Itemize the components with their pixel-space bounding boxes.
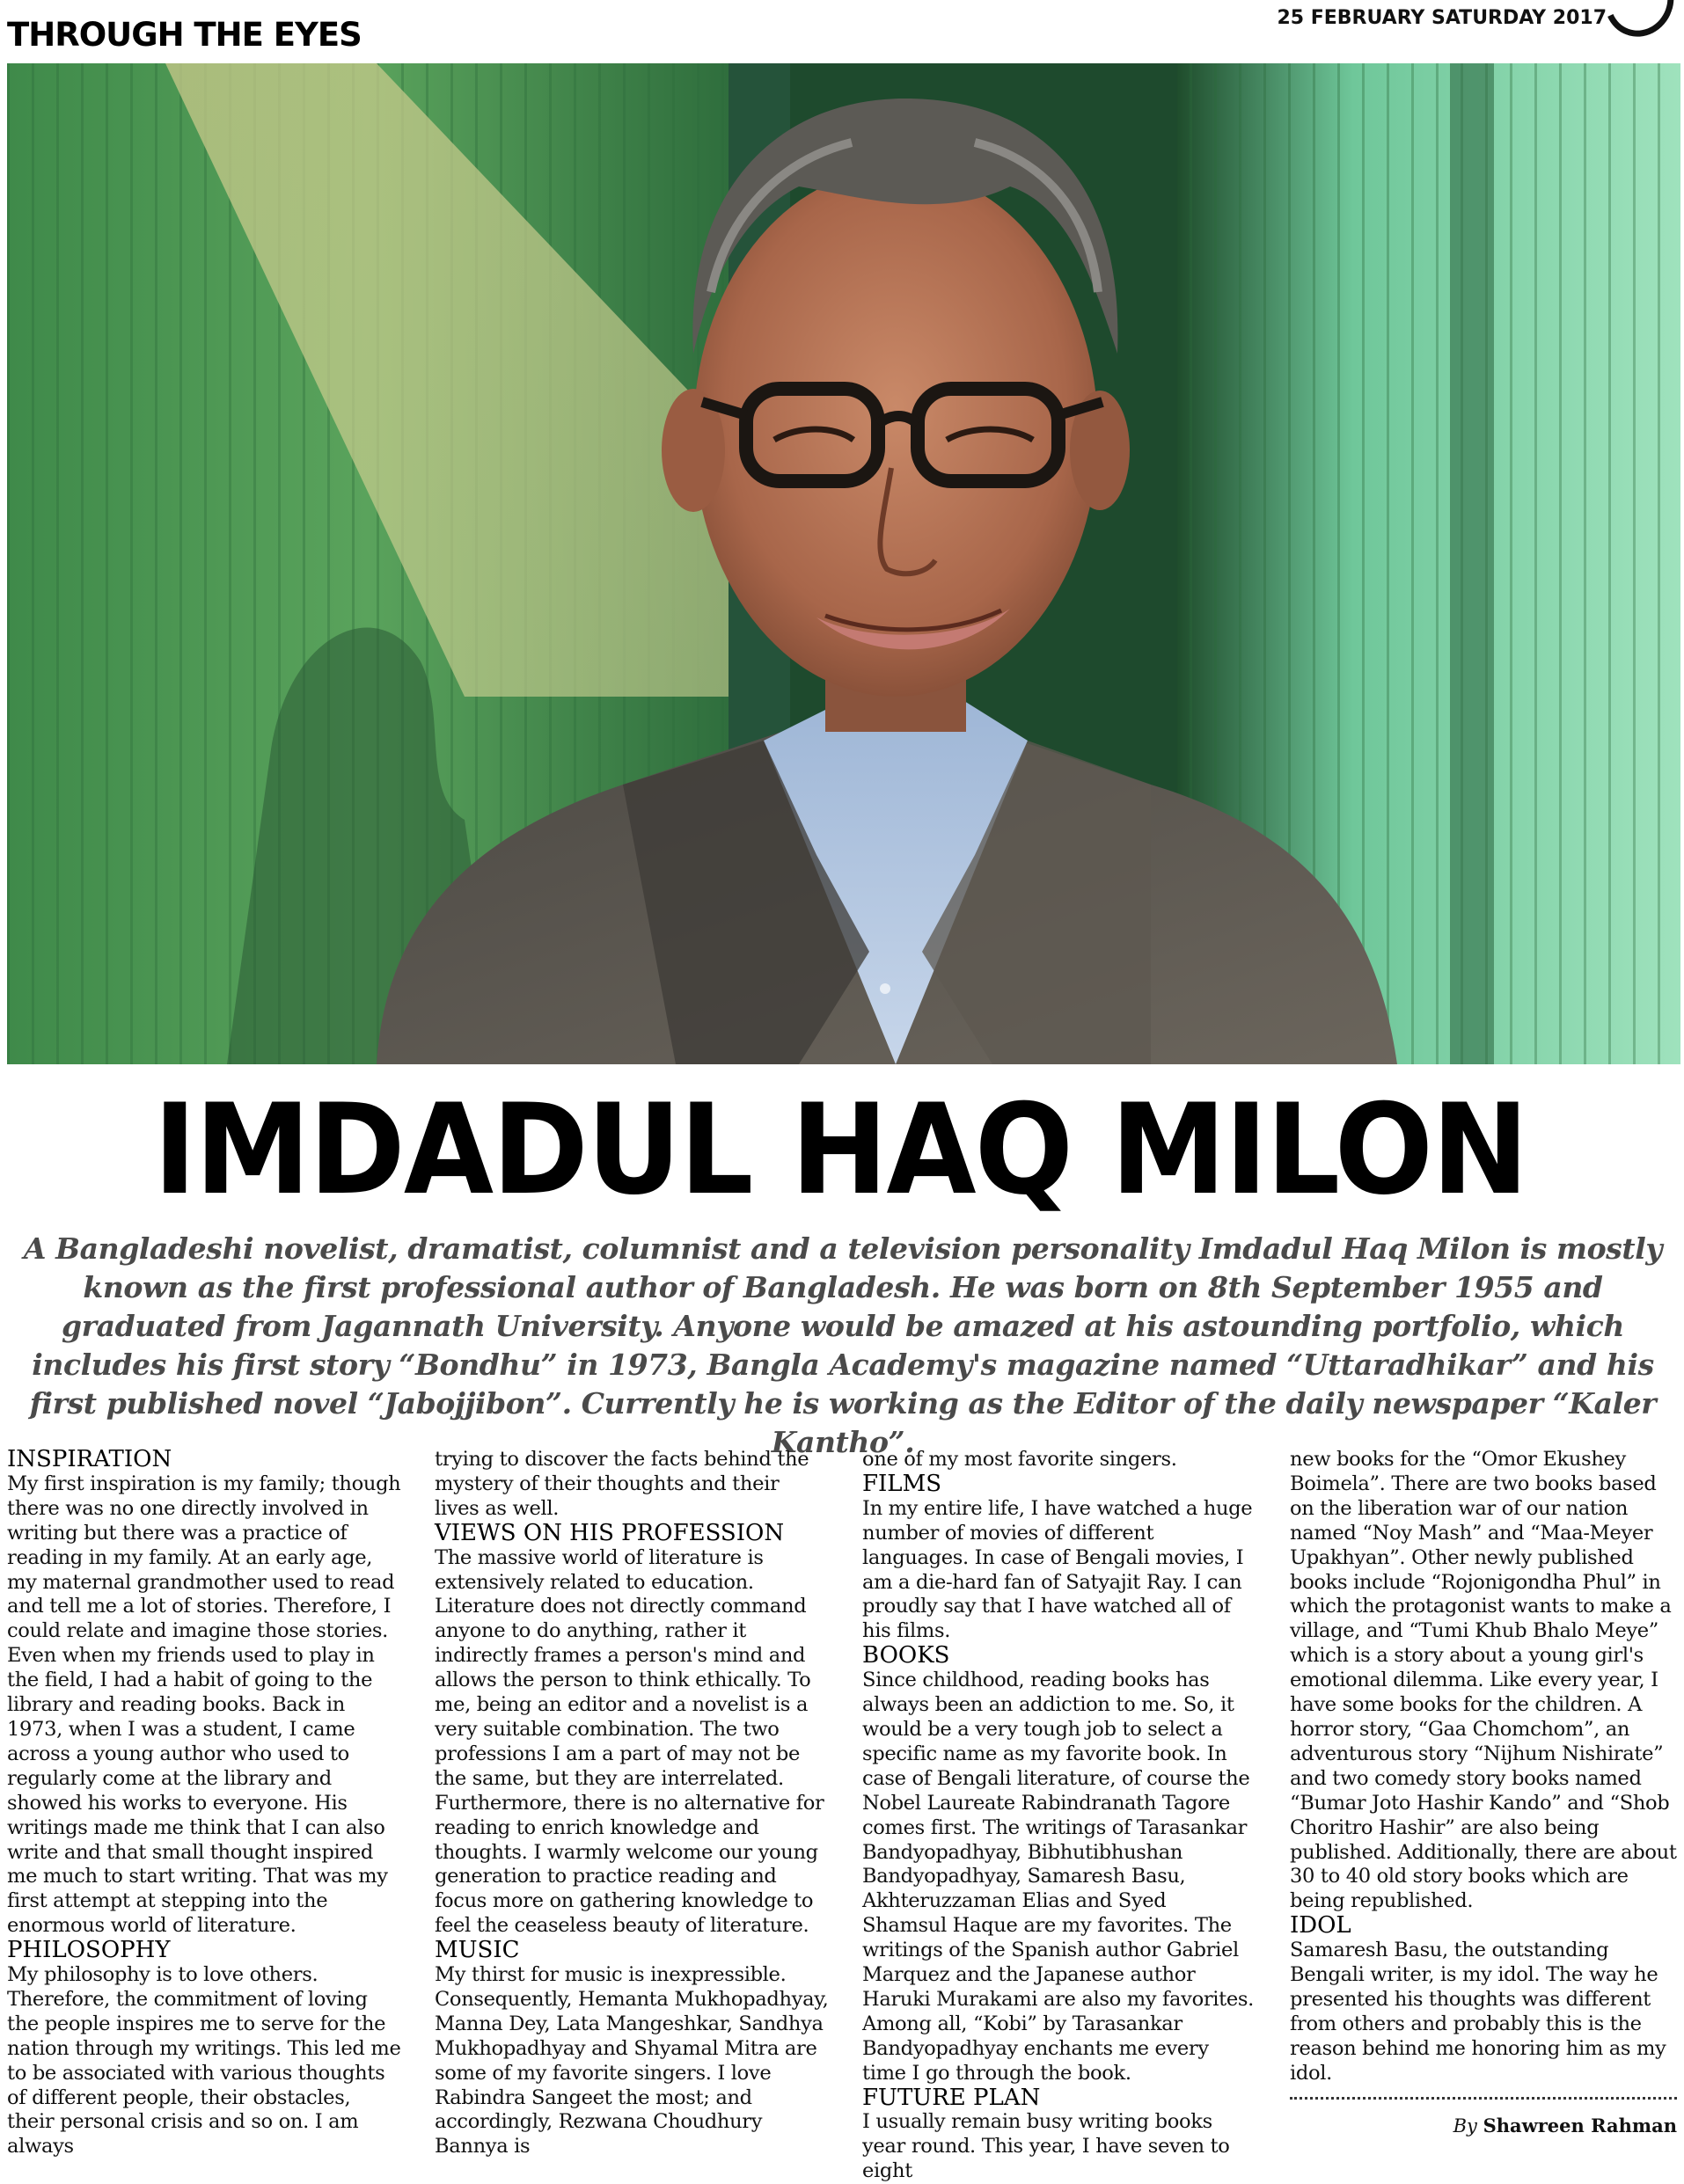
section-heading-inspiration: INSPIRATION [7,1446,172,1472]
article-column-3 [862,1448,1256,2184]
section-body-future-plan: I usually remain busy writing books year round. This year, I have seven to eight [862,2110,1230,2183]
byline-prefix: By [1453,2115,1477,2137]
section-heading-views: VIEWS ON HIS PROFESSION [435,1519,785,1546]
section-heading-philosophy: PHILOSOPHY [7,1937,171,1964]
section-heading-future-plan: FUTURE PLAN [862,2084,1041,2111]
section-body-music-continued: one of my most favorite singers. [862,1448,1177,1471]
section-heading-idol: IDOL [1290,1912,1351,1939]
section-body-philosophy: My philosophy is to love others. Therefore, the commitment of loving the people inspires me to serve for the nation through my writings. This led me to be associated with various thoughts of different people, their obstacles, their personal crisis and so on. I am always [7,1963,401,2158]
section-label: THROUGH THE EYES [7,16,362,54]
section-body-films: In my entire life, I have watched a huge number of movies of different languages. In case of Bengali movies, I am a die-hard fan of Satyajit Ray. I can proudly say that I have watched all of his films. [862,1496,1253,1643]
byline-author: Shawreen Rahman [1483,2114,1677,2137]
section-body-inspiration: My first inspiration is my family; though there was no one directly involved in writing but there was a practice of reading in my family. At an early age, my maternal grandmother used to read and tell me a lot of stories. Therefore, I could relate and imagine those stories. Even when my friends used to play in the field, I had a habit of going to the library and reading books. Back in 1973, when I was a student, I came across a young author who used to regularly come at the library and showed his works to everyone. His writings made me think that I can also write and that small thought inspired me much to start writing. That was my first attempt at stepping into the enormous world of literature. [7,1472,401,1938]
section-heading-books: BOOKS [862,1642,950,1669]
section-body-idol: Samaresh Basu, the outstanding Bengali writer, is my idol. The way he presented his thoughts was different from others and probably this is the reason behind me honoring him as my idol. [1290,1939,1666,2085]
article-column-1 [7,1448,401,2159]
article-column-2 [435,1448,829,2159]
headline: IMDADUL HAQ MILON [153,1077,1527,1223]
portrait-photo [7,63,1680,1064]
issue-date: 25 FEBRUARY SATURDAY 2017 [1277,7,1607,29]
section-heading-films: FILMS [862,1470,942,1497]
intro-paragraph: A Bangladeshi novelist, dramatist, columnist and a television personality Imdadul Haq Milon is mostly known as the first professional author of Bangladesh. He was born on 8th September 1955 and graduated from Jagannath University. Anyone would be amazed at his astounding portfolio, which includes his first story “Bondhu” in 1973, Bangla Academy's magazine named “Uttaradhikar” and his first published novel “Jabojjibon”. Currently he is working as the Editor of the daily newspaper “Kaler Kantho”. [23,1231,1663,1459]
section-body-views: The massive world of literature is extensively related to education. Literature does not directly command anyone to do anything, rather it indirectly frames a person's mind and allows the person to think ethically. To me, being an editor and a novelist is a very suitable combination. The two professions I am a part of may not be the same, but they are interrelated. Furthermore, there is no alternative for reading to enrich knowledge and thoughts. I warmly welcome our young generation to practice reading and focus more on gathering knowledge to feel the ceaseless beauty of literature. [435,1545,824,1938]
section-body-books: Since childhood, reading books has always been an addiction to me. So, it would be a very tough job to select a specific name as my favorite book. In case of Bengali literature, of course the Nobel Laureate Rabindranath Tagore comes first. The writings of Tarasankar Bandyopadhyay, Bibhutibhushan Bandyopadhyay, Samaresh Basu, Akhteruzzaman Elias and Syed Shamsul Haque are my favorites. The writings of the Spanish author Gabriel Marquez and the Japanese author Haruki Murakami are also my favorites. Among all, “Kobi” by Tarasankar Bandyopadhyay enchants me every time I go through the book. [862,1669,1254,2085]
article-column-4 [1290,1448,1677,2138]
byline-divider [1290,2097,1677,2100]
section-body-music: My thirst for music is inexpressible. Consequently, Hemanta Mukhopadhyay, Manna Dey, Lata Mangeshkar, Sandhya Mukhopadhyay and Shyamal Mitra are some of my favorite singers. I love Rabindra Sangeet the most; and accordingly, Rezwana Choudhury Bannya is [435,1963,829,2158]
section-body-future-plan-continued: new books for the “Omor Ekushey Boimela”. There are two books based on the liberation war of our nation named “Noy Mash” and “Maa-Meyer Upakhyan”. Other newly published books include “Rojonigondha Phul” in which the protagonist wants to make a village, and “Tumi Khub Bhalo Meye” which is a story about a young girl's emotional dilemma. Like every year, I have some books for the children. A horror story, “Gaa Chomchom”, an adventurous story “Nijhum Nishirate” and two comedy story books named “Bumar Joto Hashir Kando” and “Shob Choritro Hashir” are also being published. Additionally, there are about 30 to 40 old story books which are being republished. [1290,1448,1677,1913]
page-curl-icon [1594,0,1684,47]
section-heading-music: MUSIC [435,1937,520,1964]
section-body-philosophy-continued: trying to discover the facts behind the mystery of their thoughts and their lives as well. [435,1448,809,1520]
byline [1290,2114,1677,2139]
